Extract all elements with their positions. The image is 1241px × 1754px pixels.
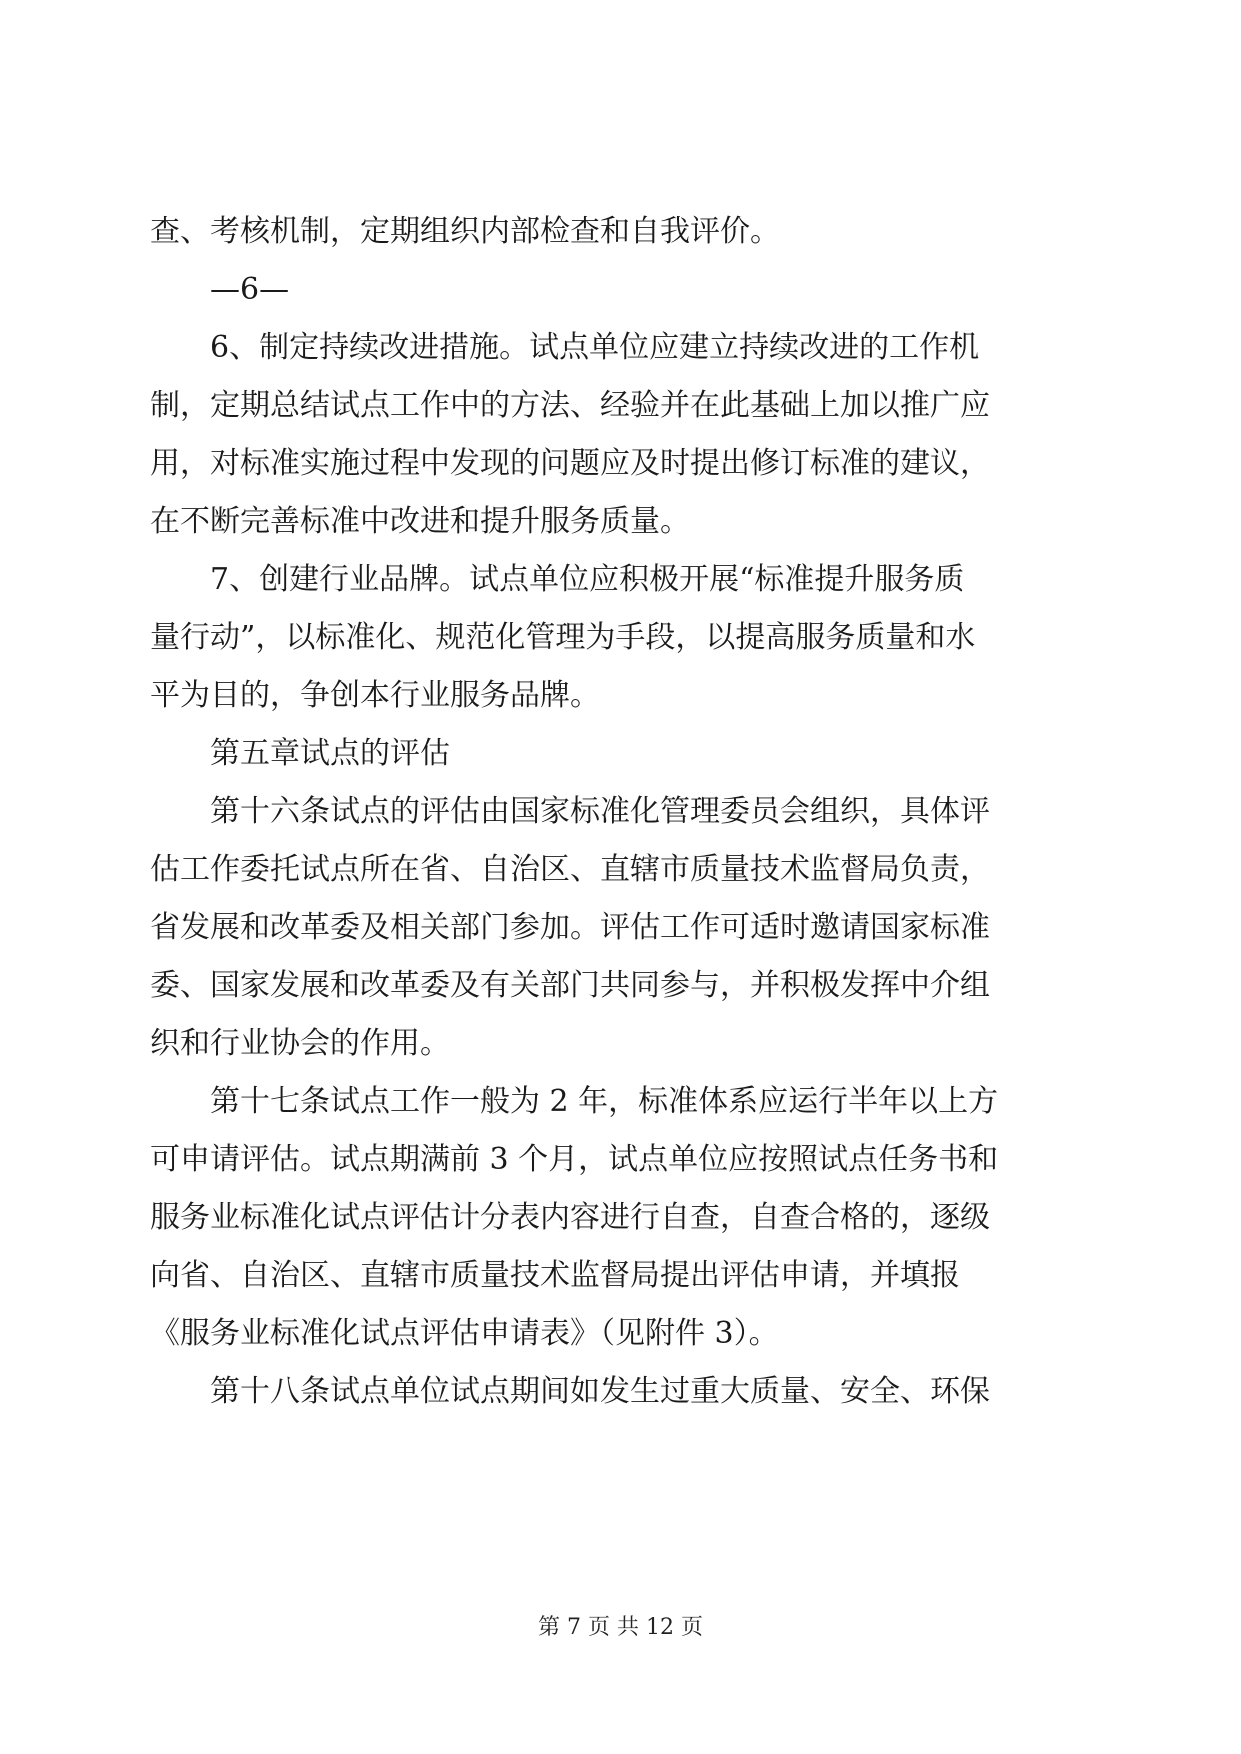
text-line: 服务业标准化试点评估计分表内容进行自查，自查合格的，逐级 — [150, 1200, 990, 1235]
text-line: 估工作委托试点所在省、自治区、直辖市质量技术监督局负责， — [150, 852, 990, 887]
text-line: 量行动”，以标准化、规范化管理为手段，以提高服务质量和水 — [150, 620, 976, 655]
text-line: 第十八条试点单位试点期间如发生过重大质量、安全、环保 — [210, 1374, 990, 1409]
text-line: 第十七条试点工作一般为 2 年，标准体系应运行半年以上方 — [210, 1084, 999, 1119]
text-line: 可申请评估。试点期满前 3 个月，试点单位应按照试点任务书和 — [150, 1142, 999, 1177]
text-line: 第十六条试点的评估由国家标准化管理委员会组织，具体评 — [210, 794, 990, 829]
text-line: 向省、自治区、直辖市质量技术监督局提出评估申请，并填报 — [150, 1258, 960, 1293]
chapter-heading: 第五章试点的评估 — [210, 736, 450, 771]
page-marker: —6— — [210, 272, 290, 307]
text-line: 平为目的，争创本行业服务品牌。 — [150, 678, 600, 713]
text-line: 委、国家发展和改革委及有关部门共同参与，并积极发挥中介组 — [150, 968, 990, 1003]
text-line: 省发展和改革委及相关部门参加。评估工作可适时邀请国家标准 — [150, 910, 990, 945]
text-line: 制，定期总结试点工作中的方法、经验并在此基础上加以推广应 — [150, 388, 990, 423]
text-line: 用，对标准实施过程中发现的问题应及时提出修订标准的建议， — [150, 446, 990, 481]
text-line: 7、创建行业品牌。试点单位应积极开展“标准提升服务质 — [210, 562, 965, 597]
text-line: 织和行业协会的作用。 — [150, 1026, 450, 1061]
text-line: 《服务业标准化试点评估申请表》（见附件 3）。 — [150, 1316, 779, 1351]
text-line: 6、制定持续改进措施。试点单位应建立持续改进的工作机 — [210, 330, 980, 365]
page-footer: 第 7 页 共 12 页 — [538, 1615, 703, 1640]
text-line: 查、考核机制，定期组织内部检查和自我评价。 — [150, 214, 780, 249]
text-line: 在不断完善标准中改进和提升服务质量。 — [150, 504, 690, 539]
